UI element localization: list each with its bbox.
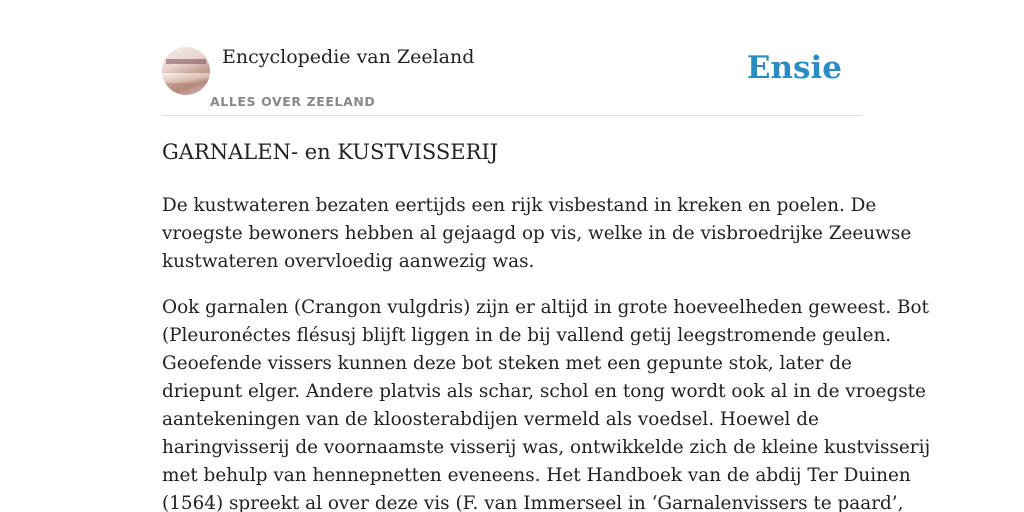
text-line: kustwateren overvloedig aanwezig was. (162, 251, 535, 272)
text-line: De kustwateren bezaten eertijds een rijk visbestand in kreken en poelen. De (162, 195, 877, 216)
avatar-band (166, 59, 206, 64)
header-divider (162, 115, 862, 116)
article-body (162, 192, 931, 512)
text-line: haringvisserij de voornaamste visserij was, ontwikkelde zich de kleine kustvisserij (162, 437, 931, 458)
article-title: GARNALEN- en KUSTVISSERIJ (162, 140, 499, 164)
text-line: Geoefende vissers kunnen deze bot steken met een gepunte stok, later de (162, 353, 852, 374)
site-tagline: ALLES OVER ZEELAND (210, 94, 376, 109)
text-line: (1564) spreekt al over deze vis (F. van Immerseel in ‘Garnalenvissers te paard’, (162, 493, 904, 512)
article-paragraph (162, 192, 912, 276)
article-paragraph (162, 294, 931, 512)
text-line: vroegste bewoners hebben al gejaagd op vis, welke in de visbroedrijke Zeeuwse (162, 223, 912, 244)
site-title[interactable]: Encyclopedie van Zeeland (222, 46, 475, 68)
text-line: driepunt elger. Andere platvis als schar, schol en tong wordt ook al in de vroegste (162, 381, 926, 402)
text-line: aantekeningen van de kloosterabdijen vermeld als voedsel. Hoewel de (162, 409, 819, 430)
text-line: (Pleuronéctes flésusj blijft liggen in de bij vallend getij leegstromende geulen. (162, 325, 892, 346)
text-line: Ook garnalen (Crangon vulgdris) zijn er altijd in grote hoeveelheden geweest. Bot (162, 297, 929, 318)
site-avatar[interactable] (162, 47, 210, 95)
site-header (162, 44, 862, 116)
avatar-band (162, 73, 210, 83)
ensie-logo-link[interactable]: Ensie (746, 50, 842, 86)
text-line: met behulp van hennepnetten eveneens. Het Handboek van de abdij Ter Duinen (162, 465, 911, 486)
